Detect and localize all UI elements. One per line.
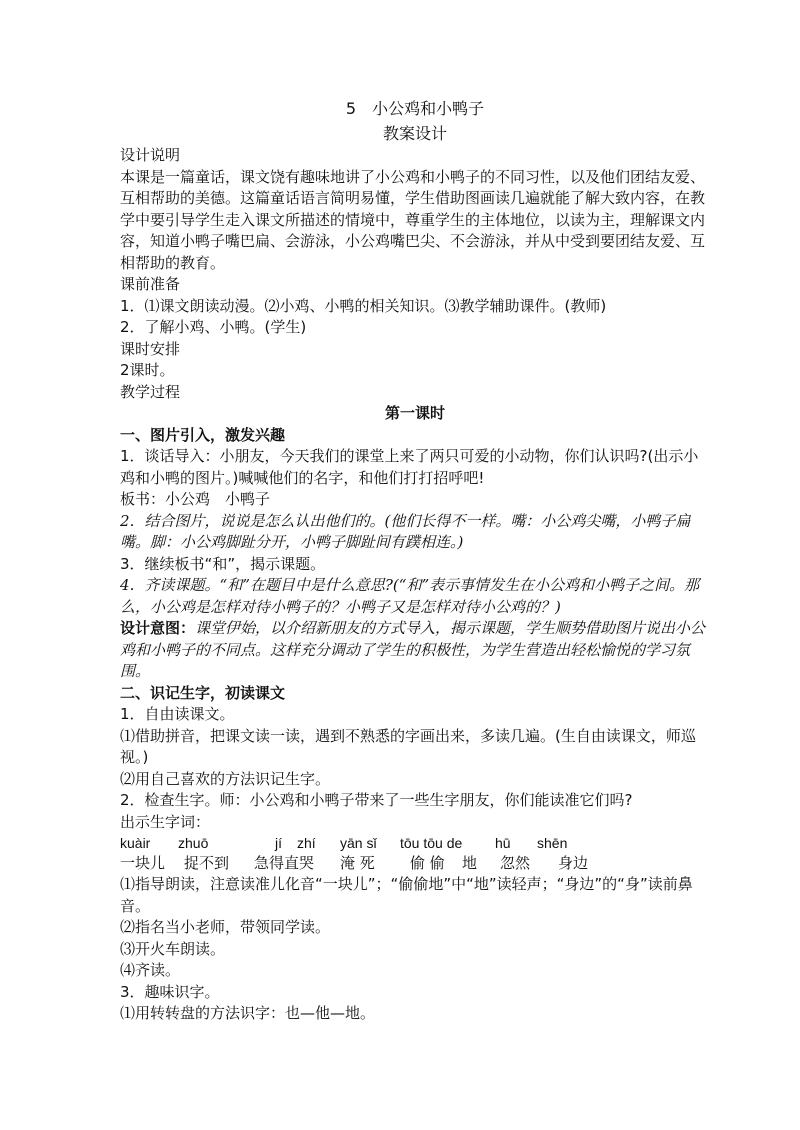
part-2-step-2d: ⑷齐读。 (120, 961, 181, 979)
part-2-step-1b: ⑵用自己喜欢的方法识记生字。 (120, 769, 331, 788)
design-intent-label: 设计意图： (120, 619, 196, 637)
lesson-subtitle: 教案设计 (382, 124, 447, 143)
part-2-step-3a: ⑴用转转盘的方法识字：也—他—地。 (120, 1004, 376, 1022)
pinyin-item: kuàir (120, 835, 151, 851)
design-text: 本课是一篇童话，课文饶有趣味地讲了小公鸡和小鸭子的不同习性，以及他们团结友爱、互相帮助的美德。这篇童话语言简明易懂，学生借助图画读几遍就能了解大致内容，在教学中要引导学生走入课文所描述的情境中，尊重学生的主体地位，以读为主，理解课文内容，知道小鸭子嘴巴扁、会游泳，小公鸡嘴巴尖、不会游泳，并从中受到要团结友爱、互相帮助的教育。 (120, 167, 706, 272)
pinyin-item: hū (495, 835, 511, 851)
word-item: 身边 (558, 854, 589, 872)
pinyin-row (120, 834, 710, 853)
design-heading: 设计说明 (120, 146, 181, 164)
part-1-heading: 一、图片引入，激发兴趣 (120, 425, 286, 444)
part-2-step-1a: ⑴借助拼音，把课文读一读，遇到不熟悉的字画出来，多读几遍。(生自由读课文，师巡视。) (120, 726, 696, 766)
prep-heading: 课前准备 (120, 275, 181, 293)
part-1-step-2: 2．结合图片，说说是怎么认出他们的。(他们长得不一样。嘴：小公鸡尖嘴，小鸭子扁嘴。脚：小公鸡脚趾分开，小鸭子脚趾间有蹼相连。) (120, 511, 691, 551)
part-2-step-2a: ⑴指导朗读，注意读准儿化音“一块儿”；“偷偷地”中“地”读轻声；“身边”的“身”读前鼻音。 (120, 875, 693, 915)
part-2-step-2c: ⑶开火车朗读。 (120, 939, 226, 958)
part-2-show-words: 出示生字词： (120, 812, 211, 831)
word-item: 地 (462, 854, 478, 872)
pinyin-item: jí (275, 835, 282, 851)
schedule-text: 2课时。 (120, 361, 175, 379)
part-2-step-3: 3．趣味识字。 (120, 982, 220, 1001)
part-1-step-3: 3．继续板书“和”，揭示课题。 (120, 554, 326, 573)
board-writing: 板书：小公鸡 小鸭子 (120, 490, 271, 508)
word-item: 一块儿 (120, 854, 166, 872)
pinyin-item: zhí (297, 835, 316, 851)
pinyin-item: tōu tōu de (400, 835, 463, 851)
part-1-step-4: 4．齐读课题。“和”在题目中是什么意思?(“和”表示事情发生在小公鸡和小鸭子之间。那么，小公鸡是怎样对待小鸭子的？小鸭子又是怎样对待小公鸡的？) (120, 576, 700, 616)
pinyin-item: yān sǐ (340, 835, 377, 851)
part-2-step-2: 2．检查生字。师：小公鸡和小鸭子带来了一些生字朋友，你们能读准它们吗? (120, 791, 633, 809)
design-intent-text: 课堂伊始，以介绍新朋友的方式导入，揭示课题，学生顺势借助图片说出小公鸡和小鸭子的不同点。这样充分调动了学生的积极性，为学生营造出轻松愉悦的学习氛围。 (120, 619, 706, 680)
word-item: 忽然 (500, 854, 531, 872)
word-item: 淹 死 (340, 854, 375, 872)
schedule-heading: 课时安排 (120, 339, 181, 358)
word-item: 捉不到 (184, 854, 230, 872)
part-2-heading: 二、识记生字，初读课文 (120, 683, 286, 702)
prep-item-2: 2．了解小鸡、小鸭。(学生) (120, 318, 307, 336)
design-intent (120, 618, 710, 683)
process-heading: 教学过程 (120, 382, 181, 401)
lesson-title: 5 小公鸡和小鸭子 (345, 99, 485, 118)
pinyin-item: shēn (537, 835, 568, 851)
prep-item-1: 1．⑴课文朗读动漫。⑵小鸡、小鸭的相关知识。⑶教学辅助课件。(教师) (120, 296, 607, 315)
words-row (120, 853, 710, 874)
lesson-1-heading: 第一课时 (384, 404, 445, 422)
pinyin-item: zhuō (178, 835, 209, 851)
word-item: 急得直哭 (254, 854, 315, 872)
word-item: 偷 偷 (410, 854, 445, 872)
part-1-step-1: 1．谈话导入：小朋友，今天我们的课堂上来了两只可爱的小动物，你们认识吗?(出示小鸡和小鸭的图片。)喊喊他们的名字，和他们打打招呼吧! (120, 447, 699, 487)
part-2-step-2b: ⑵指名当小老师，带领同学读。 (120, 918, 331, 936)
document-body (120, 95, 710, 1025)
part-2-step-1: 1．自由读课文。 (120, 705, 235, 723)
